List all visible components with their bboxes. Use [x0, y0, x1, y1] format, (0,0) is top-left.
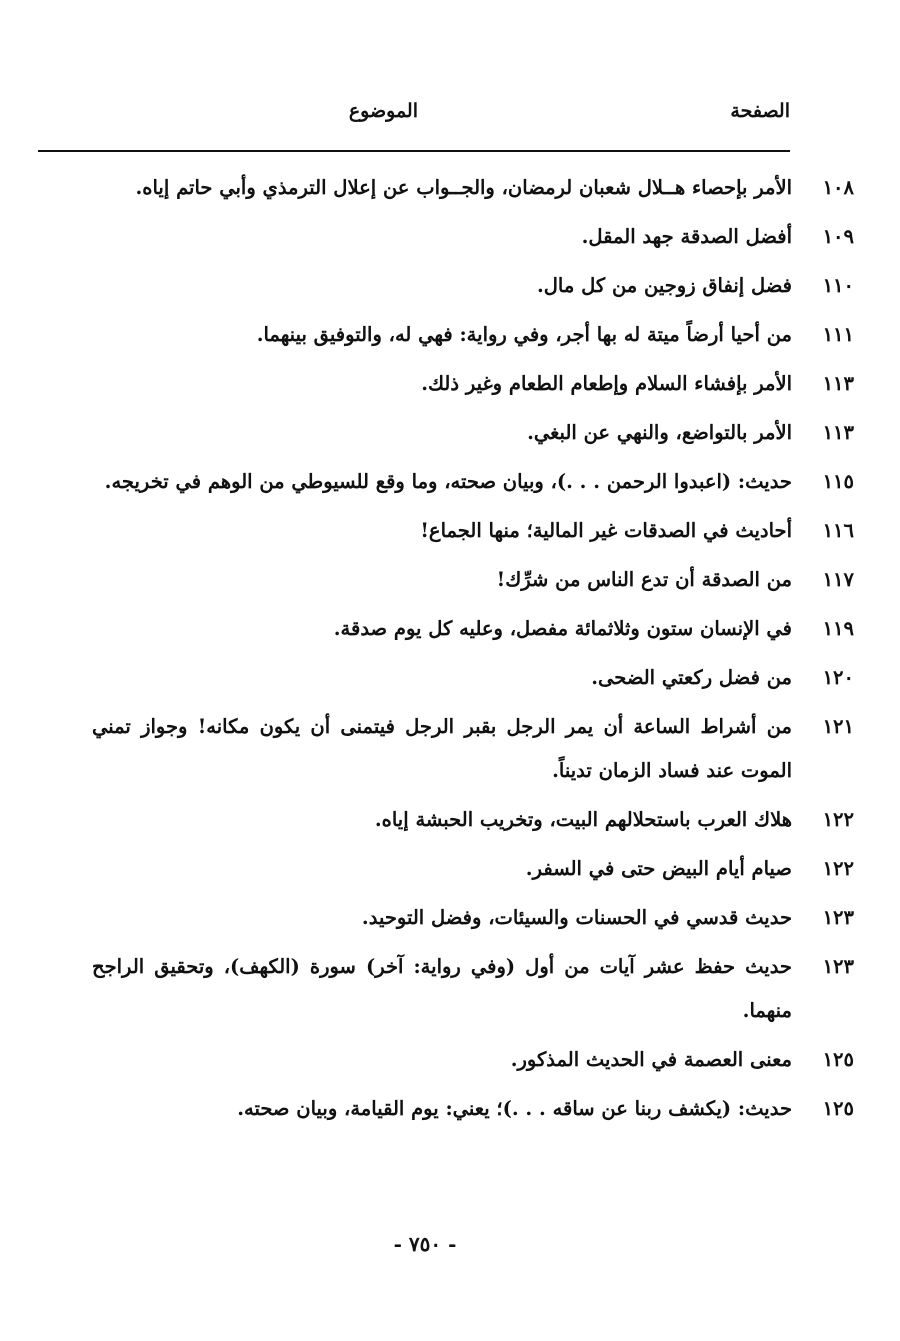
entry-topic: معنى العصمة في الحديث المذكور. [510, 1048, 792, 1071]
entry-page-number: ١٢٢ [822, 857, 854, 880]
page-number: - ٧٥٠ - [393, 1232, 457, 1256]
entry-topic: حديث قدسي في الحسنات والسيئات، وفضل التوحيد. [361, 906, 792, 929]
entry-page-number: ١١٠ [822, 274, 854, 297]
entry-topic: صيام أيام البيض حتى في السفر. [525, 857, 792, 880]
entry-page-number: ١٠٨ [822, 176, 854, 199]
entry-page-number: ١٢٥ [822, 1097, 854, 1120]
entry-page-number: ١١٥ [822, 470, 854, 493]
index-entry [92, 798, 854, 842]
entry-topic: الأمر بالتواضع، والنهي عن البغي. [527, 421, 792, 444]
entry-page-number: ١١١ [822, 323, 854, 346]
index-entry [92, 558, 854, 602]
index-entry [92, 509, 854, 553]
index-entry [92, 1038, 854, 1082]
entry-page-number: ١٢٢ [822, 808, 854, 831]
entry-topic: الأمر بإفشاء السلام وإطعام الطعام وغير ذلك. [421, 372, 792, 395]
entry-page-number: ١١٣ [822, 421, 854, 444]
entry-topic: حديث حفظ عشر آيات من أول (وفي رواية: آخر) سورة (الكهف)، وتحقيق الراجح منهما. [92, 955, 792, 1022]
index-entry [92, 847, 854, 891]
entry-topic: من أشراط الساعة أن يمر الرجل بقبر الرجل فيتمنى أن يكون مكانه! وجواز تمني الموت عند فساد الزمان تديناً. [92, 715, 792, 782]
index-entry [92, 460, 854, 504]
entry-page-number: ١٢٣ [822, 906, 854, 929]
index-entry [92, 313, 854, 357]
entry-topic: حديث: (يكشف ربنا عن ساقه . . .)؛ يعني: يوم القيامة، وبيان صحته. [237, 1097, 792, 1120]
index-list [92, 166, 854, 1136]
entry-page-number: ١١٦ [822, 519, 854, 542]
table-header [38, 100, 790, 140]
entry-topic: من أحيا أرضاً ميتة له بها أجر، وفي رواية: فهي له، والتوفيق بينهما. [256, 323, 792, 346]
index-entry [92, 896, 854, 940]
entry-topic: أحاديث في الصدقات غير المالية؛ منها الجماع! [420, 519, 792, 542]
entry-page-number: ١٢١ [822, 715, 854, 738]
entry-topic: أفضل الصدقة جهد المقل. [581, 225, 792, 248]
entry-topic: في الإنسان ستون وثلاثمائة مفصل، وعليه كل يوم صدقة. [333, 617, 792, 640]
index-entry [92, 1087, 854, 1131]
entry-page-number: ١١٩ [822, 617, 854, 640]
index-entry [92, 705, 854, 793]
entry-topic: هلاك العرب باستحلالهم البيت، وتخريب الحبشة إياه. [374, 808, 792, 831]
index-entry [92, 656, 854, 700]
entry-page-number: ١٠٩ [822, 225, 854, 248]
entry-page-number: ١١٣ [822, 372, 854, 395]
entry-topic: الأمر بإحصاء هــلال شعبان لرمضان، والجــواب عن إعلال الترمذي وأبي حاتم إياه. [135, 176, 792, 199]
topic-column-heading: الموضوع [348, 100, 418, 122]
index-entry [92, 945, 854, 1033]
index-entry [92, 362, 854, 406]
entry-page-number: ١٢٥ [822, 1048, 854, 1071]
index-entry [92, 166, 854, 210]
entry-topic: حديث: (اعبدوا الرحمن . . .)، وبيان صحته، وما وقع للسيوطي من الوهم في تخريجه. [104, 470, 792, 493]
entry-topic: من الصدقة أن تدع الناس من شرِّك! [496, 568, 792, 591]
index-entry [92, 607, 854, 651]
index-entry [92, 215, 854, 259]
page-column-heading: الصفحة [730, 100, 790, 122]
entry-page-number: ١٢٠ [822, 666, 854, 689]
entry-topic: من فضل ركعتي الضحى. [591, 666, 792, 689]
entry-topic: فضل إنفاق زوجين من كل مال. [536, 274, 792, 297]
index-entry [92, 411, 854, 455]
entry-page-number: ١١٧ [822, 568, 854, 591]
page-footer [0, 1232, 900, 1256]
header-rule [38, 150, 790, 152]
entry-page-number: ١٢٣ [822, 955, 854, 978]
index-entry [92, 264, 854, 308]
